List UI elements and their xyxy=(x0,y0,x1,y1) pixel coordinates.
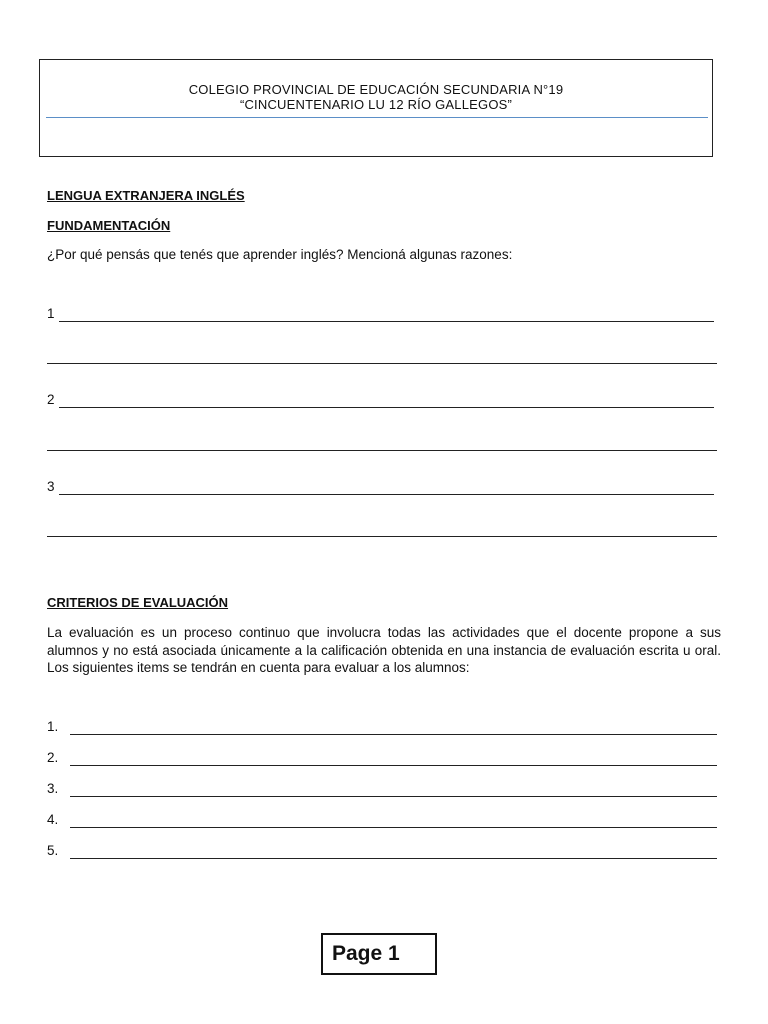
criterios-heading: CRITERIOS DE EVALUACIÓN xyxy=(47,595,229,610)
criterios-paragraph: La evaluación es un proceso continuo que involucra todas las actividades que el docente propone a sus alumnos y no está asociada únicamente a la calificación obtenida en una instancia de evaluación escrita u oral. Los siguientes items se tendrán en cuenta para evaluar a los alumnos: xyxy=(47,625,721,675)
criteria-item-blank xyxy=(70,765,717,766)
fundamentacion-question: ¿Por qué pensás que tenés que aprender inglés? Mencioná algunas razones: xyxy=(47,247,513,262)
school-name: COLEGIO PROVINCIAL DE EDUCACIÓN SECUNDARIA N°19 xyxy=(188,82,564,97)
answer-number: 3 xyxy=(47,479,55,494)
criteria-item-line-2[interactable] xyxy=(47,750,719,768)
criteria-item-line-1[interactable] xyxy=(47,719,719,737)
answer-blank xyxy=(59,407,714,408)
criteria-item-blank xyxy=(70,734,717,735)
page-number-label: Page 1 xyxy=(321,933,437,975)
school-header xyxy=(39,59,713,157)
criteria-item-number: 4. xyxy=(47,812,59,827)
fundamentacion-heading: FUNDAMENTACIÓN xyxy=(47,218,171,233)
answer-number: 2 xyxy=(47,392,55,407)
criteria-item-blank xyxy=(70,796,717,797)
criteria-item-line-5[interactable] xyxy=(47,843,719,861)
answer-blank xyxy=(59,321,714,322)
criteria-item-number: 5. xyxy=(47,843,59,858)
answer-line-1[interactable] xyxy=(47,306,715,324)
answer-continuation-line-1[interactable] xyxy=(47,363,717,364)
answer-number: 1 xyxy=(47,306,55,321)
criteria-item-line-3[interactable] xyxy=(47,781,719,799)
criteria-item-number: 3. xyxy=(47,781,59,796)
answer-blank xyxy=(59,494,714,495)
school-subtitle: “CINCUENTENARIO LU 12 RÍO GALLEGOS” xyxy=(239,97,513,112)
criteria-item-number: 1. xyxy=(47,719,59,734)
answer-continuation-line-2[interactable] xyxy=(47,450,717,451)
criteria-item-line-4[interactable] xyxy=(47,812,719,830)
criteria-item-number: 2. xyxy=(47,750,59,765)
subject-heading: LENGUA EXTRANJERA INGLÉS xyxy=(47,188,245,203)
criteria-item-blank xyxy=(70,827,717,828)
criteria-item-blank xyxy=(70,858,717,859)
header-divider xyxy=(46,117,708,118)
answer-line-3[interactable] xyxy=(47,479,715,497)
answer-line-2[interactable] xyxy=(47,392,715,410)
answer-continuation-line-3[interactable] xyxy=(47,536,717,537)
